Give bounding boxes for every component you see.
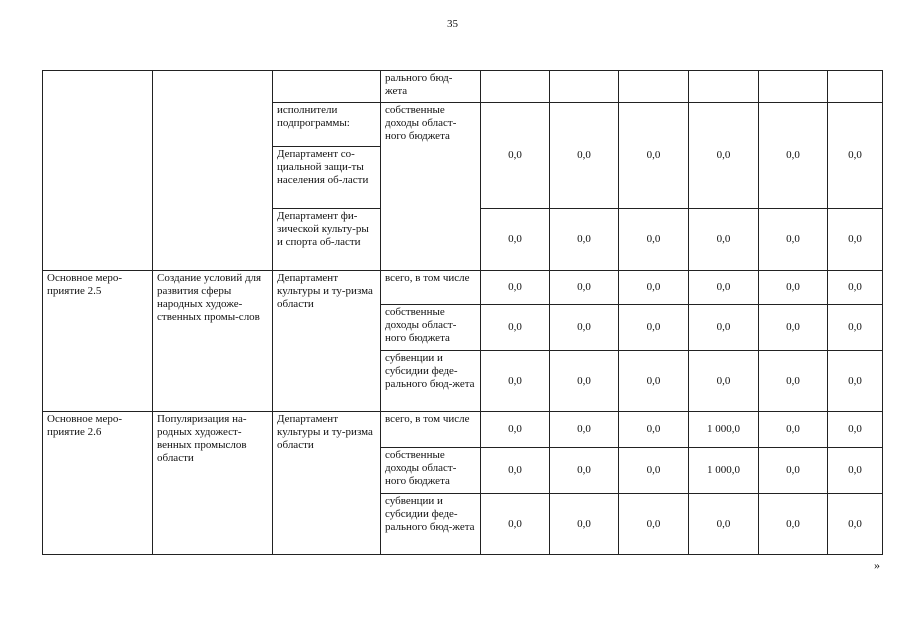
cell-value: 0,0 <box>828 351 883 412</box>
cell-value: 0,0 <box>550 351 619 412</box>
cell-value: 0,0 <box>550 494 619 555</box>
table-row <box>43 71 883 103</box>
cell-value: 0,0 <box>619 412 689 448</box>
cell-value: 0,0 <box>619 351 689 412</box>
cell-value: 0,0 <box>550 271 619 305</box>
budget-table <box>42 70 883 555</box>
cell-source: рального бюд- жета <box>381 71 481 103</box>
cell-value: 0,0 <box>828 448 883 494</box>
cell-value: 0,0 <box>689 271 759 305</box>
cell-value: 0,0 <box>828 209 883 271</box>
cell-value: 0,0 <box>481 209 550 271</box>
cell-value: 0,0 <box>550 209 619 271</box>
cell-value: 0,0 <box>759 271 828 305</box>
cell-name: Популяризация на-родных художест-венных промыслов области <box>153 412 273 555</box>
cell-executor <box>273 71 381 103</box>
cell-value <box>759 71 828 103</box>
cell-value <box>481 71 550 103</box>
closing-quote: » <box>874 558 880 572</box>
cell-value: 0,0 <box>759 412 828 448</box>
cell-value <box>619 71 689 103</box>
cell-value: 0,0 <box>828 412 883 448</box>
cell-value: 0,0 <box>689 209 759 271</box>
cell-value: 0,0 <box>759 103 828 209</box>
cell-value: 0,0 <box>828 494 883 555</box>
cell-source: субвенции и субсидии феде-рального бюд-жета <box>381 351 481 412</box>
cell-value: 0,0 <box>828 271 883 305</box>
cell-source: собственные доходы област-ного бюджета <box>381 305 481 351</box>
cell-value <box>828 71 883 103</box>
cell-value: 0,0 <box>481 494 550 555</box>
cell-value <box>550 71 619 103</box>
cell-value: 1 000,0 <box>689 412 759 448</box>
cell-value: 0,0 <box>550 305 619 351</box>
cell-source: собственные доходы област-ного бюджета <box>381 103 481 271</box>
cell-measure: Основное меро-приятие 2.6 <box>43 412 153 555</box>
cell-value: 0,0 <box>550 448 619 494</box>
page-number: 35 <box>447 18 458 30</box>
cell-name <box>153 71 273 271</box>
cell-value: 0,0 <box>481 448 550 494</box>
cell-value: 0,0 <box>481 305 550 351</box>
cell-source: субвенции и субсидии феде-рального бюд-жета <box>381 494 481 555</box>
cell-value: 0,0 <box>689 103 759 209</box>
cell-value: 0,0 <box>619 209 689 271</box>
cell-value <box>689 71 759 103</box>
cell-value: 0,0 <box>759 351 828 412</box>
cell-value: 0,0 <box>481 412 550 448</box>
cell-executor: исполнители подпрограммы: <box>273 103 381 147</box>
cell-value: 0,0 <box>619 271 689 305</box>
cell-value: 0,0 <box>481 351 550 412</box>
cell-value: 0,0 <box>550 412 619 448</box>
cell-value: 0,0 <box>550 103 619 209</box>
cell-executor: Департамент со-циальной защи-ты населения об-ласти <box>273 147 381 209</box>
cell-value: 0,0 <box>619 448 689 494</box>
cell-name: Создание условий для развития сферы народных художе-ственных промы-слов <box>153 271 273 412</box>
table-row <box>43 271 883 305</box>
cell-executor: Департамент культуры и ту-ризма области <box>273 412 381 555</box>
cell-value: 0,0 <box>481 103 550 209</box>
cell-value: 0,0 <box>689 494 759 555</box>
cell-value: 0,0 <box>619 494 689 555</box>
cell-value: 0,0 <box>481 271 550 305</box>
cell-value: 0,0 <box>759 494 828 555</box>
cell-measure <box>43 71 153 271</box>
cell-value: 0,0 <box>619 305 689 351</box>
cell-value: 1 000,0 <box>689 448 759 494</box>
cell-value: 0,0 <box>828 103 883 209</box>
cell-source: всего, в том числе <box>381 271 481 305</box>
cell-value: 0,0 <box>759 209 828 271</box>
cell-value: 0,0 <box>828 305 883 351</box>
cell-executor: Департамент фи-зической культу-ры и спорта об-ласти <box>273 209 381 271</box>
cell-value: 0,0 <box>759 305 828 351</box>
cell-measure: Основное меро-приятие 2.5 <box>43 271 153 412</box>
cell-value: 0,0 <box>689 305 759 351</box>
table-row <box>43 412 883 448</box>
cell-source: всего, в том числе <box>381 412 481 448</box>
cell-executor: Департамент культуры и ту-ризма области <box>273 271 381 412</box>
cell-value: 0,0 <box>619 103 689 209</box>
cell-value: 0,0 <box>689 351 759 412</box>
cell-source: собственные доходы област-ного бюджета <box>381 448 481 494</box>
cell-value: 0,0 <box>759 448 828 494</box>
